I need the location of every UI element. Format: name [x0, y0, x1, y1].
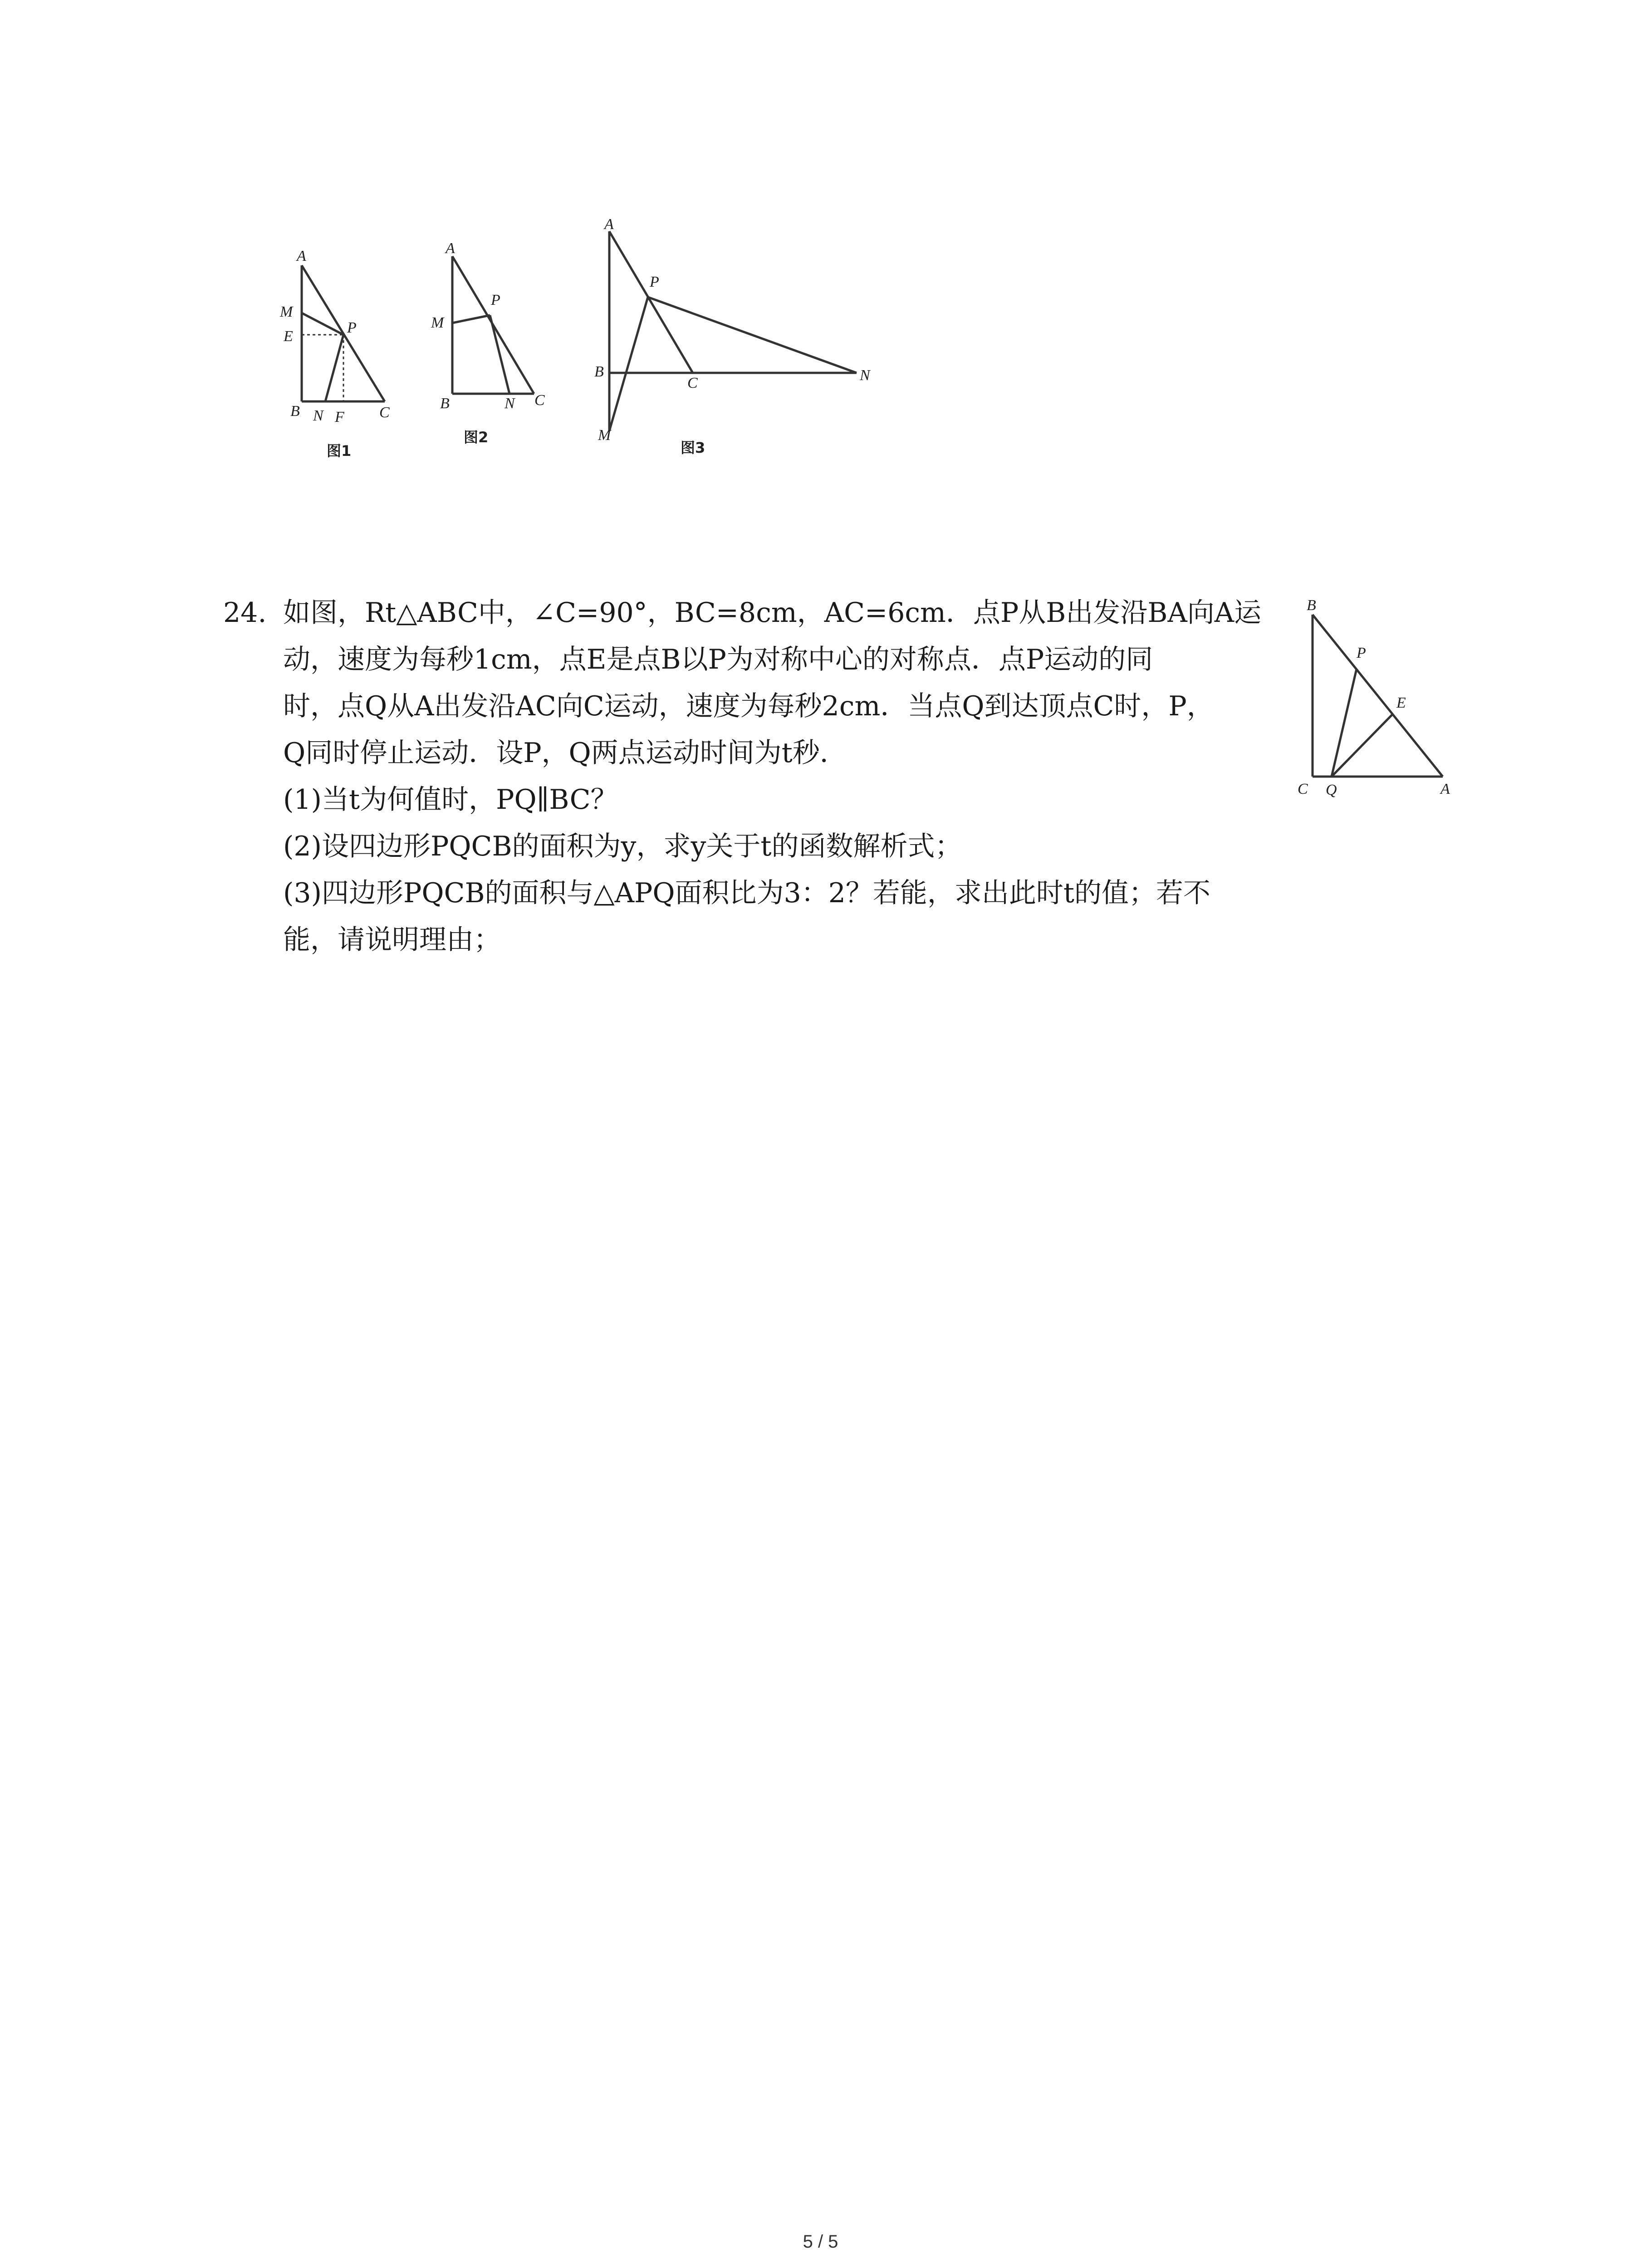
fig1-label-N: N [313, 407, 323, 424]
problem-24-figure [1284, 585, 1474, 803]
question-3: (3)四边形PQCB的面积与△APQ面积比为3：2？若能，求出此时t的值；若不 [283, 877, 1211, 909]
fig1-label-P: P [347, 319, 357, 336]
fig1-label-M: M [280, 303, 293, 320]
p24-label-C: C [1298, 781, 1308, 797]
page-number: 5 / 5 [803, 2232, 838, 2252]
fig3-caption: 图3 [681, 439, 705, 456]
fig2-label-A: A [446, 240, 455, 257]
figure-3 [609, 231, 857, 431]
fig1-label-E: E [284, 328, 293, 345]
fig1-label-A: A [297, 248, 306, 264]
problem-number: 24. [223, 597, 267, 629]
fig3-label-C: C [687, 375, 698, 391]
fig3-label-N: N [860, 367, 870, 384]
figures-top [263, 200, 926, 472]
fig1-label-B: B [290, 403, 300, 420]
fig2-label-N: N [505, 395, 515, 412]
fig3-label-P: P [650, 274, 659, 290]
fig2-caption: 图2 [464, 429, 489, 446]
p24-label-A: A [1440, 781, 1450, 797]
fig3-label-M: M [598, 427, 611, 444]
fig2-label-B: B [440, 395, 450, 412]
problem-text-1: 如图，Rt△ABC中，∠C=90°，BC=8cm，AC=6cm．点P从B出发沿BA向A运 [283, 597, 1262, 629]
fig1-label-F: F [335, 409, 344, 425]
problem-24 [223, 590, 1285, 963]
fig2-label-C: C [534, 392, 545, 409]
figure-1 [302, 265, 385, 401]
fig3-label-B: B [594, 363, 604, 380]
question-1: (1)当t为何值时，PQ∥BC？ [283, 784, 618, 816]
fig1-caption: 图1 [327, 442, 352, 459]
fig2-label-M: M [431, 314, 444, 331]
p24-label-P: P [1357, 645, 1366, 661]
fig2-label-P: P [491, 292, 500, 308]
question-2: (2)设四边形PQCB的面积为y，求y关于t的函数解析式； [283, 831, 962, 862]
problem-line-1 [223, 590, 1285, 636]
figure-2 [452, 256, 534, 394]
fig3-label-A: A [604, 216, 614, 233]
p24-label-B: B [1307, 597, 1316, 614]
problem-line-3: 时，点Q从A出发沿AC向C运动，速度为每秒2cm．当点Q到达顶点C时，P， [283, 690, 1214, 722]
p24-label-Q: Q [1326, 782, 1337, 798]
problem-line-4: Q同时停止运动．设P，Q两点运动时间为t秒． [283, 737, 847, 769]
fig1-label-C: C [379, 404, 390, 421]
problem-line-2: 动，速度为每秒1cm，点E是点B以P为对称中心的对称点．点P运动的同 [283, 644, 1153, 675]
question-3-cont: 能，请说明理由； [283, 924, 501, 956]
p24-label-E: E [1396, 694, 1406, 711]
